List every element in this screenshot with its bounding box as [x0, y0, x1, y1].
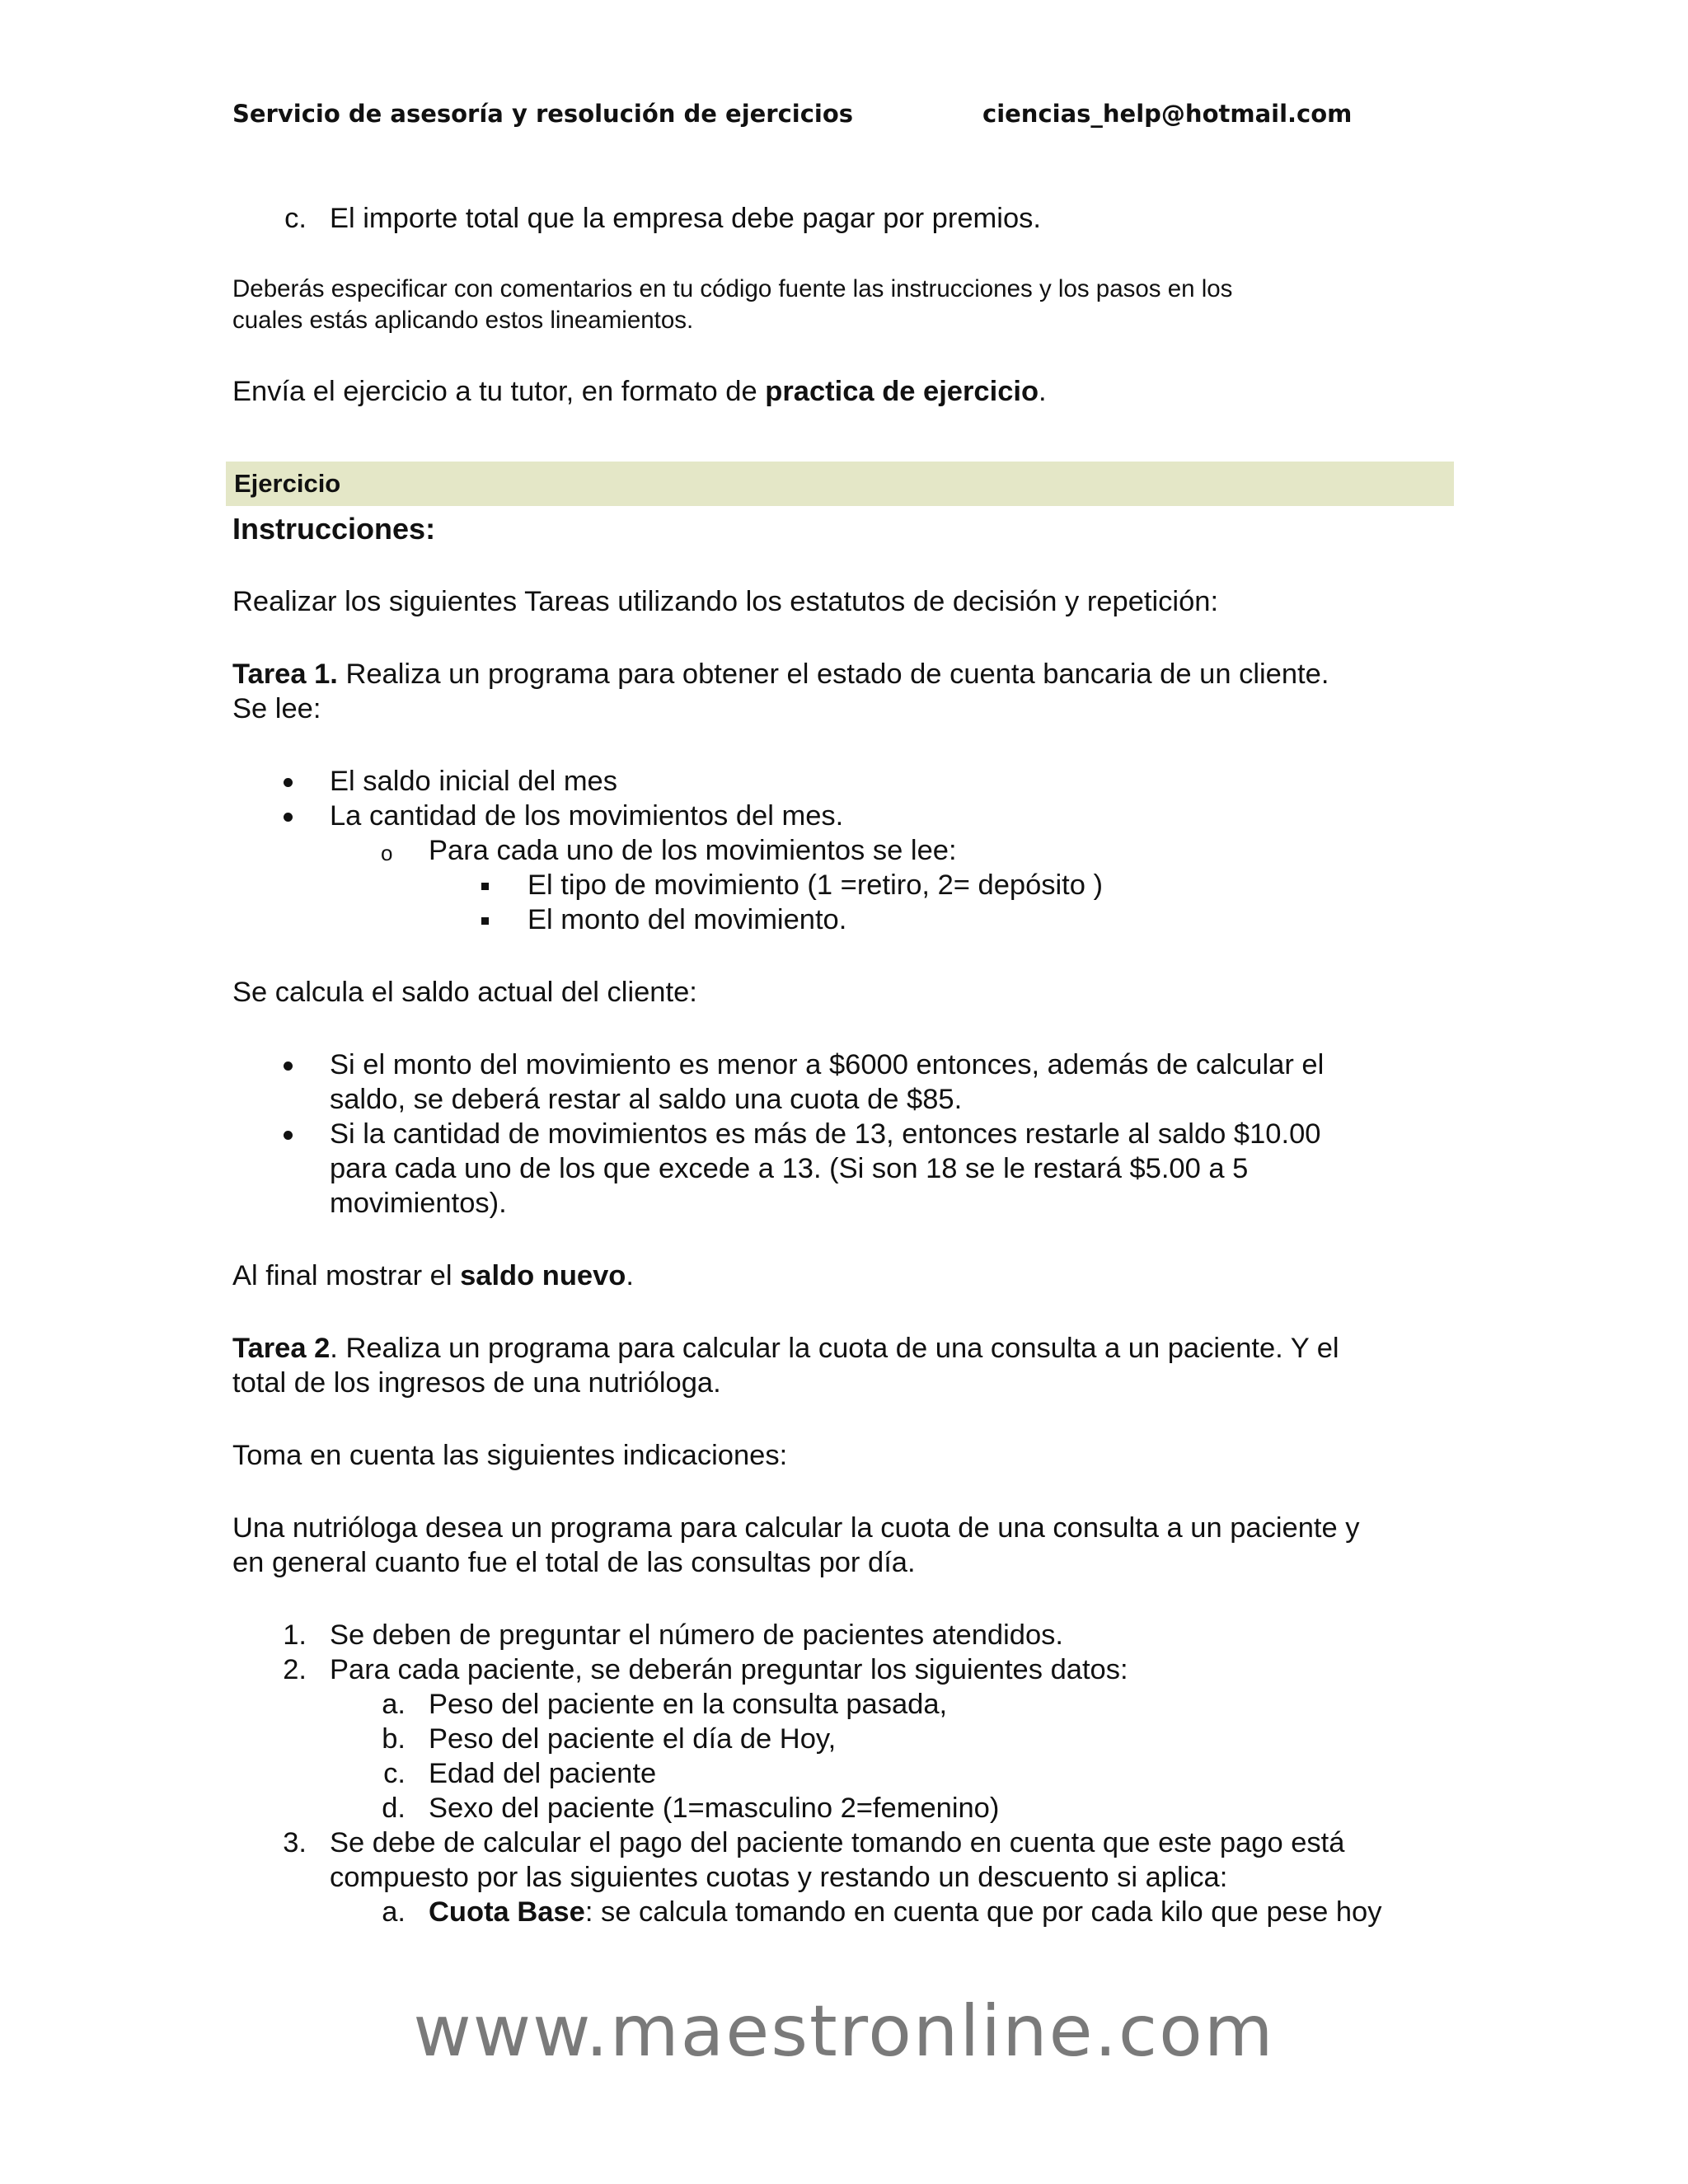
dato-text: Sexo del paciente (1=masculino 2=femenino): [429, 1793, 1000, 1824]
dato-text: Peso del paciente el día de Hoy,: [429, 1723, 837, 1755]
tarea1-line: [232, 657, 1329, 691]
cuota-text: : se calcula tomando en cuenta que por cada kilo que pese hoy: [584, 1896, 1382, 1928]
circle-bullet-icon: o: [381, 841, 393, 865]
intro-item-marker: c.: [284, 203, 307, 234]
bullet-icon: [284, 778, 293, 787]
list-item: La cantidad de los movimientos del mes.: [330, 800, 844, 832]
rule-line: Si el monto del movimiento es menor a $6000 entonces, además de calcular el: [330, 1049, 1325, 1080]
cuota-line: [429, 1895, 1381, 1929]
bullet-icon: [284, 813, 293, 822]
rule-line: para cada uno de los que excede a 13. (Si son 18 se le restará $5.00 a 5: [330, 1153, 1249, 1184]
final-prefix: Al final mostrar el: [232, 1260, 461, 1291]
calc-text: Se calcula el saldo actual del cliente:: [232, 977, 697, 1008]
dato-marker: d.: [382, 1793, 406, 1824]
dato-text: Peso del paciente en la consulta pasada,: [429, 1689, 948, 1720]
tarea2-text: . Realiza un programa para calcular la cuota de una consulta a un paciente. Y el: [330, 1333, 1339, 1364]
tarea2-line2: total de los ingresos de una nutrióloga.: [232, 1367, 721, 1399]
final-line: [232, 1258, 634, 1293]
final-bold: saldo nuevo: [460, 1260, 626, 1291]
desc-line-1: Una nutrióloga desea un programa para calcular la cuota de una consulta a un paciente y: [232, 1512, 1360, 1544]
step-text: Se debe de calcular el pago del paciente tomando en cuenta que este pago está: [330, 1827, 1345, 1858]
header-title: Servicio de asesoría y resolución de ejercicios: [232, 100, 854, 128]
send-suffix: .: [1039, 376, 1047, 407]
dato-marker: a.: [382, 1689, 406, 1720]
dato-marker: c.: [383, 1758, 406, 1789]
page-header: [232, 100, 1461, 133]
step-number: 1.: [283, 1619, 307, 1651]
step-text: compuesto por las siguientes cuotas y restando un descuento si aplica:: [330, 1862, 1228, 1893]
tarea1-line2: Se lee:: [232, 693, 321, 724]
tarea2-line: [232, 1331, 1339, 1366]
dato-text: Edad del paciente: [429, 1758, 657, 1789]
section-band: [226, 462, 1454, 506]
note-line-2: cuales estás aplicando estos lineamientos.: [232, 307, 694, 334]
toma-text: Toma en cuenta las siguientes indicaciones:: [232, 1440, 788, 1471]
step-text: Se deben de preguntar el número de pacientes atendidos.: [330, 1619, 1063, 1651]
square-bullet-icon: [481, 883, 489, 890]
rule-line: Si la cantidad de movimientos es más de 13, entonces restarle al saldo $10.00: [330, 1118, 1321, 1150]
sub-item: Para cada uno de los movimientos se lee:: [429, 835, 957, 866]
send-instruction: [232, 374, 1047, 409]
send-prefix: Envía el ejercicio a tu tutor, en formato de: [232, 376, 766, 407]
tarea1-text: Realiza un programa para obtener el estado de cuenta bancaria de un cliente.: [337, 658, 1329, 690]
header-email: ciencias_help@hotmail.com: [982, 100, 1353, 128]
subsub-item: El monto del movimiento.: [528, 904, 847, 935]
step-number: 2.: [283, 1654, 307, 1685]
square-bullet-icon: [481, 917, 489, 925]
tarea2-label: Tarea 2: [232, 1333, 331, 1364]
band-label: Ejercicio: [234, 469, 341, 498]
send-bold: practica de ejercicio: [765, 376, 1039, 407]
dato-marker: b.: [382, 1723, 406, 1755]
subsub-item: El tipo de movimiento (1 =retiro, 2= depósito ): [528, 869, 1104, 901]
list-item: El saldo inicial del mes: [330, 766, 617, 797]
final-suffix: .: [626, 1260, 634, 1291]
tarea1-label: Tarea 1.: [232, 658, 338, 690]
desc-line-2: en general cuanto fue el total de las consultas por día.: [232, 1547, 916, 1578]
footer-watermark: www.maestronline.com: [413, 1990, 1275, 2073]
step-text: Para cada paciente, se deberán preguntar los siguientes datos:: [330, 1654, 1128, 1685]
step-number: 3.: [283, 1827, 307, 1858]
lead-text: Realizar los siguientes Tareas utilizando los estatutos de decisión y repetición:: [232, 586, 1219, 617]
bullet-icon: [284, 1131, 293, 1140]
instructions-heading: Instrucciones:: [232, 512, 436, 546]
cuota-bold: Cuota Base: [429, 1896, 585, 1928]
rule-line: movimientos).: [330, 1188, 507, 1219]
rule-line: saldo, se deberá restar al saldo una cuota de $85.: [330, 1084, 963, 1115]
note-line-1: Deberás especificar con comentarios en tu código fuente las instrucciones y los pasos en los: [232, 275, 1233, 302]
bullet-icon: [284, 1062, 293, 1071]
cuota-marker: a.: [382, 1896, 406, 1928]
intro-item-text: El importe total que la empresa debe pagar por premios.: [330, 203, 1041, 234]
